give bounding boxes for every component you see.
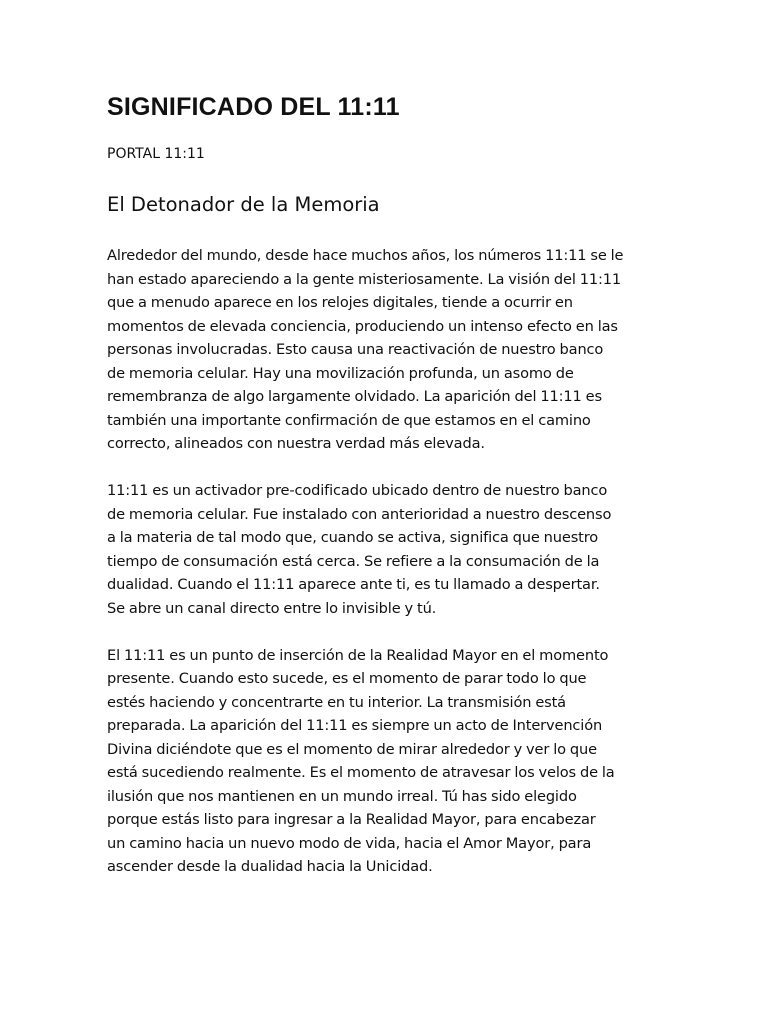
paragraph-line: de memoria celular. Fue instalado con anterioridad a nuestro descenso xyxy=(107,505,612,523)
paragraph-line: preparada. La aparición del 11:11 es siempre un acto de Intervención xyxy=(107,717,603,734)
paragraph-line: también una importante confirmación de que estamos en el camino xyxy=(107,411,591,429)
paragraph-line: Se abre un canal directo entre lo invisible y tú. xyxy=(107,599,437,617)
body-paragraph xyxy=(107,244,667,456)
paragraph-line: correcto, alineados con nuestra verdad más elevada. xyxy=(107,435,485,452)
paragraph-line: está sucediendo realmente. Es el momento de atravesar los velos de la xyxy=(107,764,615,781)
paragraph-line: porque estás listo para ingresar a la Realidad Mayor, para encabezar xyxy=(107,811,596,828)
paragraph-line: remembranza de algo largamente olvidado. La aparición del 11:11 es xyxy=(107,388,602,405)
paragraph-line: dualidad. Cuando el 11:11 aparece ante ti, es tu llamado a despertar. xyxy=(107,576,600,593)
paragraph-line: Divina diciéndote que es el momento de mirar alrededor y ver lo que xyxy=(107,740,597,758)
paragraph-line: que a menudo aparece en los relojes digitales, tiende a ocurrir en xyxy=(107,294,573,311)
document-body xyxy=(107,244,667,902)
paragraph-line: presente. Cuando esto sucede, es el momento de parar todo lo que xyxy=(107,670,587,687)
paragraph-line: un camino hacia un nuevo modo de vida, hacia el Amor Mayor, para xyxy=(107,834,592,852)
paragraph-line: han estado apareciendo a la gente misteriosamente. La visión del 11:11 xyxy=(107,270,622,288)
page-title: SIGNIFICADO DEL 11:11 xyxy=(107,93,400,121)
document-page xyxy=(107,92,667,875)
paragraph-line: de memoria celular. Hay una movilización profunda, un asomo de xyxy=(107,364,574,382)
paragraph-line: Alrededor del mundo, desde hace muchos años, los números 11:11 se le xyxy=(107,247,624,264)
paragraph-line: El 11:11 es un punto de inserción de la Realidad Mayor en el momento xyxy=(107,646,609,664)
paragraph-line: a la materia de tal modo que, cuando se activa, significa que nuestro xyxy=(107,529,599,546)
body-paragraph xyxy=(107,479,667,620)
paragraph-line: estés haciendo y concentrarte en tu interior. La transmisión está xyxy=(107,693,566,711)
paragraph-line: ilusión que nos mantienen en un mundo irreal. Tú has sido elegido xyxy=(107,787,577,805)
paragraph-line: personas involucradas. Esto causa una reactivación de nuestro banco xyxy=(107,341,604,358)
body-paragraph xyxy=(107,644,667,879)
paragraph-line: momentos de elevada conciencia, produciendo un intenso efecto en las xyxy=(107,317,618,335)
paragraph-line: ascender desde la dualidad hacia la Unicidad. xyxy=(107,858,433,875)
section-heading: El Detonador de la Memoria xyxy=(107,193,380,216)
page-subtitle: PORTAL 11:11 xyxy=(107,146,205,162)
paragraph-line: tiempo de consumación está cerca. Se refiere a la consumación de la xyxy=(107,552,600,570)
paragraph-line: 11:11 es un activador pre-codificado ubicado dentro de nuestro banco xyxy=(107,482,608,499)
